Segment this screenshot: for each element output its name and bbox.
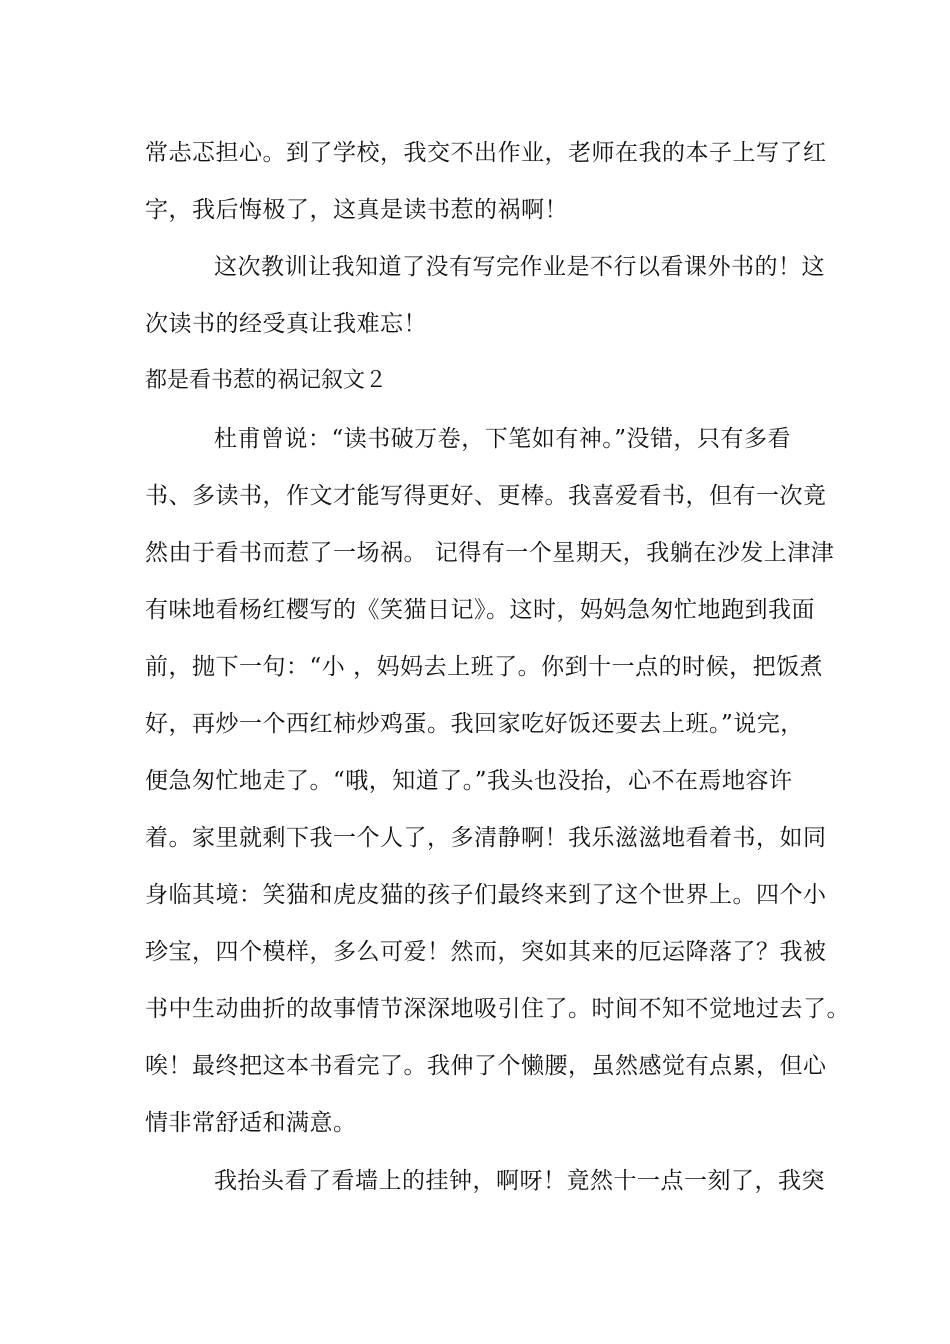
text-line-3: 这次教训让我知道了没有写完作业是不行以看课外书的！这 <box>214 254 825 280</box>
text-line-14: 身临其境：笑猫和虎皮猫的孩子们最终来到了这个世界上。四个小 <box>145 882 827 908</box>
text-line-4: 次读书的经受真让我难忘！ <box>145 311 427 337</box>
text-line-1: 常忐忑担心。到了学校，我交不出作业，老师在我的本子上写了红 <box>145 140 827 166</box>
text-line-15: 珍宝，四个模样，多么可爱！然而，突如其来的厄运降落了？我被 <box>145 939 827 965</box>
section-heading: 都是看书惹的祸记叙文２ <box>145 368 388 393</box>
text-line-13: 着。家里就剩下我一个人了，多清静啊！我乐滋滋地看着书，如同 <box>145 825 827 851</box>
text-line-8: 然由于看书而惹了一场祸。 记得有一个星期天，我躺在沙发上津津 <box>145 540 835 566</box>
text-line-11: 好，再炒一个西红柿炒鸡蛋。我回家吃好饭还要去上班。”说完， <box>145 711 804 737</box>
text-line-2: 字，我后悔极了，这真是读书惹的祸啊！ <box>145 197 568 223</box>
text-line-19: 我抬头看了看墙上的挂钟，啊呀！竟然十一点一刻了，我突 <box>214 1168 825 1194</box>
text-line-17: 唉！最终把这本书看完了。我伸了个懒腰，虽然感觉有点累，但心 <box>145 1053 827 1079</box>
text-line-7: 书、多读书，作文才能写得更好、更棒。我喜爱看书，但有一次竟 <box>145 483 827 509</box>
text-line-9: 有味地看杨红樱写的《笑猫日记》。这时，妈妈急匆忙地跑到我面 <box>145 597 815 623</box>
text-line-12: 便急匆忙地走了。“哦，知道了。”我头也没抬，心不在焉地容许 <box>145 768 793 794</box>
text-line-6: 杜甫曾说：“读书破万卷，下笔如有神。”没错，只有多看 <box>214 426 792 452</box>
text-line-10: 前，抛下一句：“小 ，妈妈去上班了。你到十一点的时候，把饭煮 <box>145 654 824 680</box>
text-line-16: 书中生动曲折的故事情节深深地吸引住了。时间不知不觉地过去了。 <box>145 996 850 1022</box>
text-line-18: 情非常舒适和满意。 <box>145 1110 357 1136</box>
